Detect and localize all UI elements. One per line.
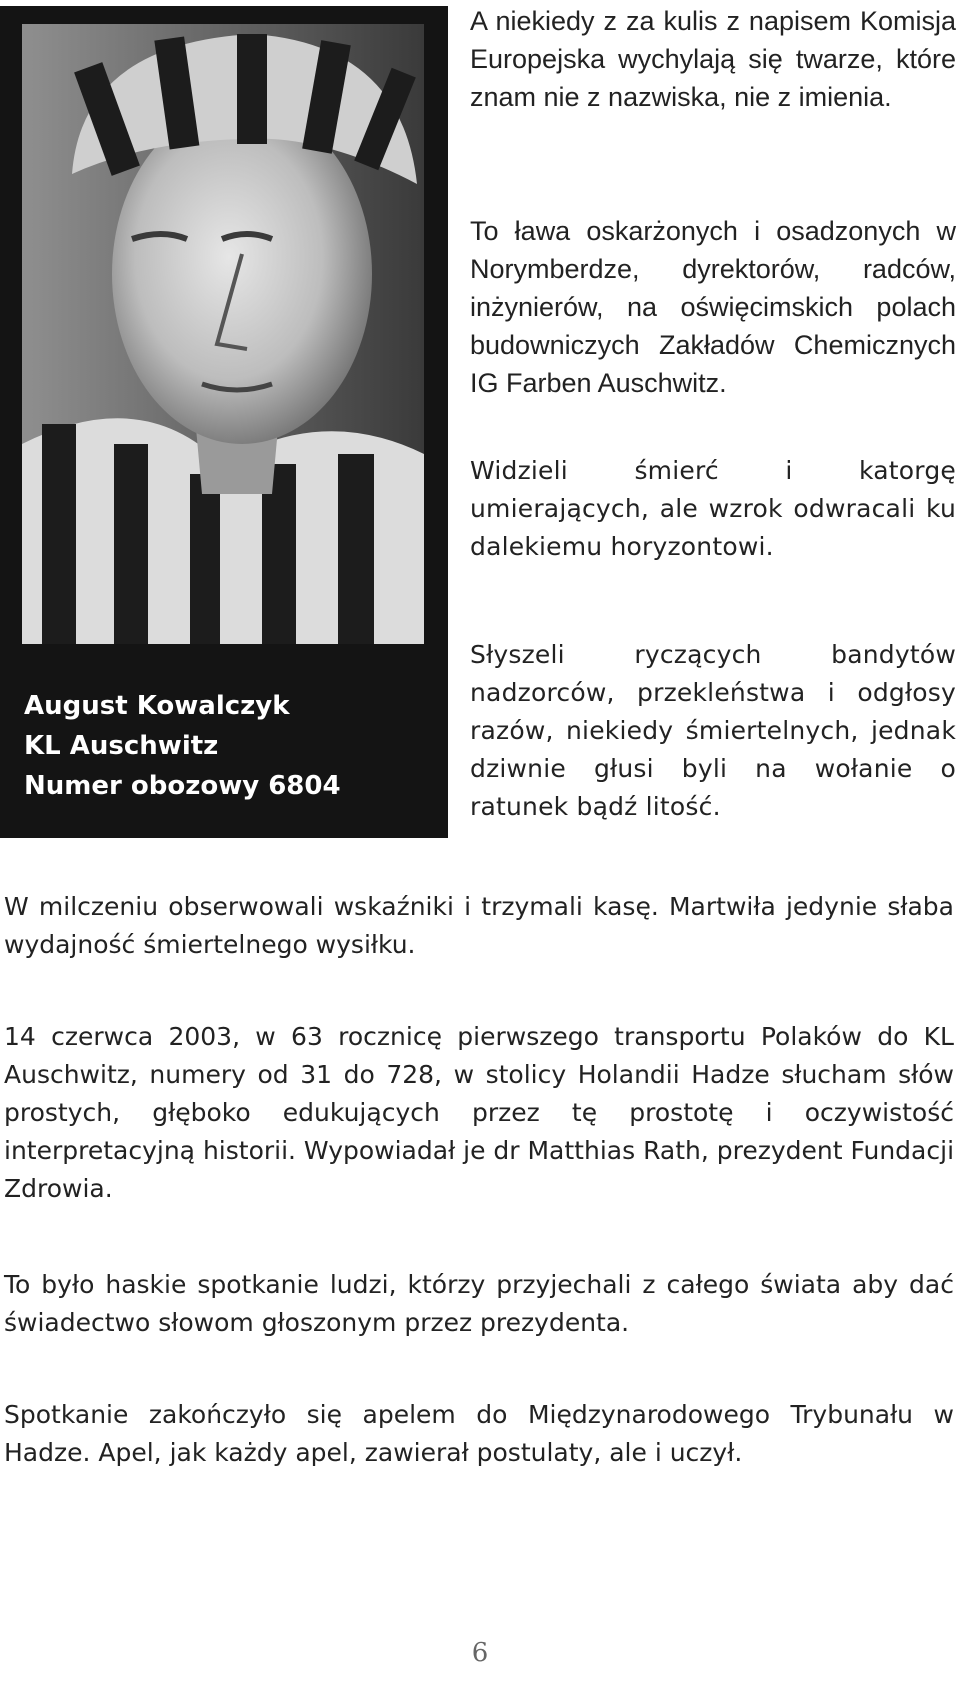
main-paragraph-1: W milczeniu obserwowali wskaźniki i trzymali kasę. Martwiła jedynie słaba wydajność śmiertelnego wysiłku. — [4, 892, 954, 959]
side-paragraph-2: To ława oskarżonych i osadzonych w Norymberdze, dyrektorów, radców, inżynierów, na oświęcimskich polach budowniczych Zakładów Chemicznych IG Farben Auschwitz. — [470, 216, 956, 398]
main-paragraph-2: 14 czerwca 2003, w 63 rocznicę pierwszego transportu Polaków do KL Auschwitz, numery od 31 do 728, w stolicy Holandii Hadze słucham słów prostych, głęboko edukujących przez tę prostotę i oczywistość interpretacyjną historii. Wypowiadał je dr Matthias Rath, prezydent Fundacji Zdrowia. — [4, 1022, 955, 1203]
portrait-illustration — [22, 24, 424, 644]
caption-camp: KL Auschwitz — [24, 731, 219, 761]
side-paragraph-3: Widzieli śmierć i katorgę umierających, ale wzrok odwracali ku dalekiemu horyzontowi. — [470, 456, 956, 561]
side-paragraph-1: A niekiedy z za kulis z napisem Komisja Europejska wychylają się twarze, które znam nie z nazwiska, nie z imienia. — [470, 6, 956, 112]
caption-number: Numer obozowy 6804 — [24, 771, 341, 801]
photo-caption — [24, 686, 424, 806]
main-paragraph-3: To było haskie spotkanie ludzi, którzy przyjechali z całego świata aby dać świadectwo słowom głoszonym przez prezydenta. — [4, 1270, 954, 1337]
caption-name: August Kowalczyk — [24, 691, 290, 721]
main-paragraph-4: Spotkanie zakończyło się apelem do Międzynarodowego Trybunału w Hadze. Apel, jak każdy apel, zawierał postulaty, ale i uczył. — [4, 1400, 954, 1467]
page-number: 6 — [471, 1638, 489, 1668]
side-paragraph-4: Słyszeli ryczących bandytów nadzorców, przekleństwa i odgłosy razów, niekiedy śmiertelnych, jednak dziwnie głusi byli na wołanie o ratunek bądź litość. — [470, 640, 956, 821]
portrait-photo — [22, 24, 424, 644]
photo-block — [0, 6, 448, 838]
